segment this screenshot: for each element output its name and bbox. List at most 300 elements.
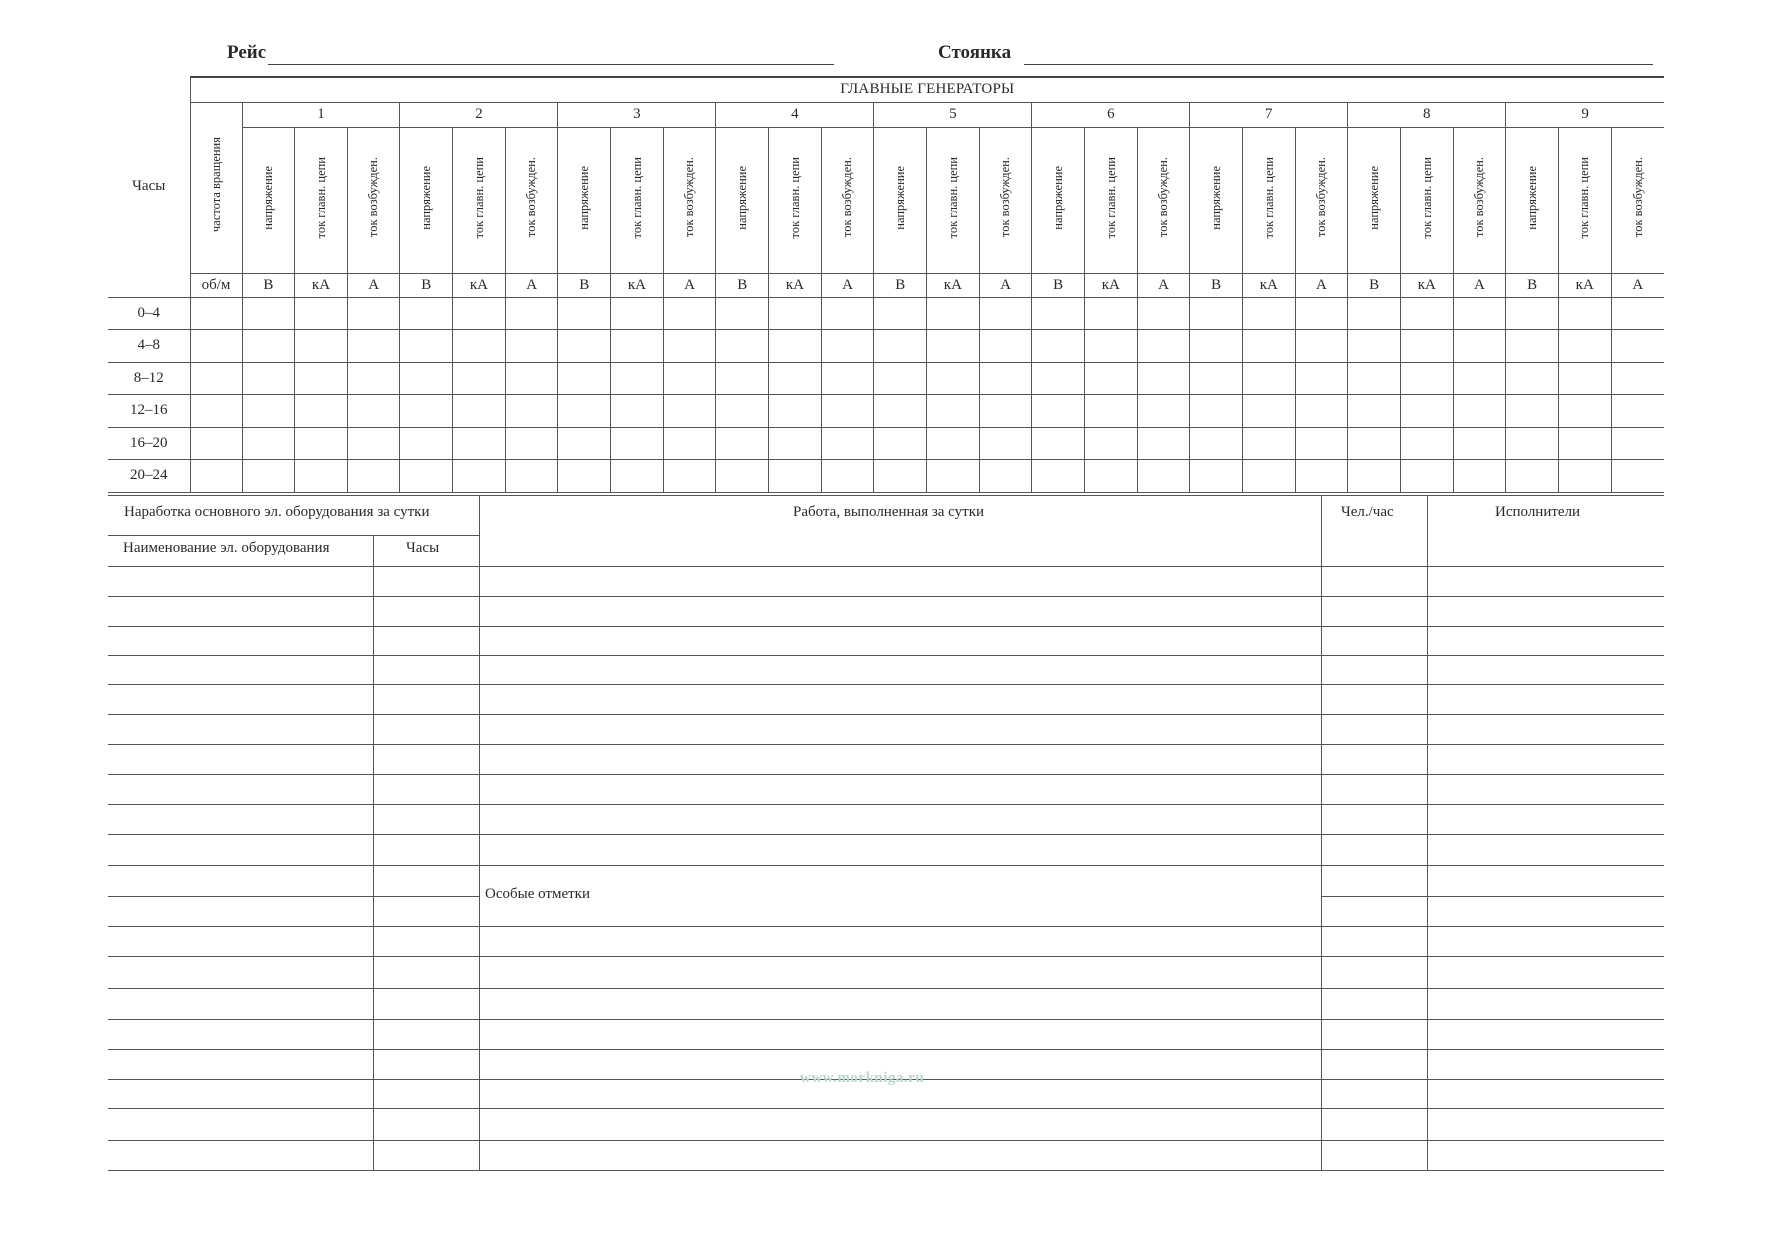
- manhours-performers-divider: [1427, 495, 1428, 1170]
- reading-cell[interactable]: [716, 427, 769, 460]
- reading-cell[interactable]: [558, 362, 611, 395]
- equipment-name-header: Наименование эл. оборудования: [123, 540, 330, 556]
- reading-cell[interactable]: [190, 427, 242, 460]
- reading-cell[interactable]: [558, 297, 611, 330]
- subheader-label: ток возбужден.: [1156, 157, 1171, 238]
- reading-cell[interactable]: [505, 427, 558, 460]
- work-done-header: Работа, выполненная за сутки: [793, 504, 985, 520]
- generator-7-subheader: [1242, 127, 1295, 273]
- generator-number-3: 3: [558, 102, 716, 127]
- reading-cell[interactable]: [979, 330, 1032, 363]
- reading-cell[interactable]: [927, 330, 980, 363]
- reading-cell[interactable]: [242, 395, 295, 428]
- subheader-label: напряжение: [892, 165, 907, 230]
- row-line[interactable]: [108, 1049, 1664, 1050]
- reading-cell[interactable]: [295, 427, 348, 460]
- subheader-label: напряжение: [1366, 165, 1381, 230]
- reading-cell[interactable]: [1190, 330, 1243, 363]
- reading-cell[interactable]: [1506, 460, 1559, 493]
- unit-label: кА: [1242, 273, 1295, 297]
- subheader-label: ток главн. цепи: [1419, 156, 1434, 239]
- reading-cell[interactable]: [1611, 330, 1664, 363]
- reading-cell[interactable]: [716, 395, 769, 428]
- reading-cell[interactable]: [979, 427, 1032, 460]
- reading-cell[interactable]: [400, 427, 453, 460]
- reading-cell[interactable]: [1032, 395, 1085, 428]
- table-row: [108, 330, 1664, 363]
- watermark: www.morkniga.ru: [800, 1070, 925, 1086]
- reading-cell[interactable]: [979, 460, 1032, 493]
- reading-cell[interactable]: [453, 297, 506, 330]
- subheader-label: ток главн. цепи: [787, 156, 802, 239]
- reading-cell[interactable]: [1558, 427, 1611, 460]
- unit-label: кА: [769, 273, 822, 297]
- row-line[interactable]: [108, 804, 1664, 805]
- reading-cell[interactable]: [1085, 362, 1138, 395]
- generator-7-subheader: [1190, 127, 1243, 273]
- reading-cell[interactable]: [1611, 297, 1664, 330]
- reading-cell[interactable]: [1085, 427, 1138, 460]
- reading-cell[interactable]: [927, 395, 980, 428]
- row-line[interactable]: [108, 744, 1664, 745]
- reading-cell[interactable]: [1558, 330, 1611, 363]
- generator-5-subheader: [927, 127, 980, 273]
- reading-cell[interactable]: [1137, 395, 1190, 428]
- unit-label: А: [1137, 273, 1190, 297]
- reading-cell[interactable]: [821, 330, 874, 363]
- reading-cell[interactable]: [769, 427, 822, 460]
- generator-number-7: 7: [1190, 102, 1348, 127]
- row-line[interactable]: [108, 834, 1664, 835]
- reading-cell[interactable]: [716, 460, 769, 493]
- reading-cell[interactable]: [1400, 427, 1453, 460]
- reading-cell[interactable]: [190, 362, 242, 395]
- reading-cell[interactable]: [1400, 362, 1453, 395]
- reading-cell[interactable]: [1400, 330, 1453, 363]
- reading-cell[interactable]: [1558, 362, 1611, 395]
- hour-range-label: 16–20: [108, 427, 190, 460]
- work-manhours-divider: [1321, 495, 1322, 1170]
- reading-cell[interactable]: [242, 460, 295, 493]
- unit-label: кА: [295, 273, 348, 297]
- unit-label: А: [663, 273, 716, 297]
- reading-cell[interactable]: [769, 330, 822, 363]
- generator-number-2: 2: [400, 102, 558, 127]
- rotation-unit: об/м: [190, 273, 242, 297]
- reading-cell[interactable]: [663, 297, 716, 330]
- reading-cell[interactable]: [242, 297, 295, 330]
- reading-cell[interactable]: [1242, 362, 1295, 395]
- reading-cell[interactable]: [1453, 395, 1506, 428]
- generator-1-subheader: [242, 127, 295, 273]
- reading-cell[interactable]: [769, 460, 822, 493]
- reading-cell[interactable]: [1137, 460, 1190, 493]
- table-row: [108, 427, 1664, 460]
- reading-cell[interactable]: [821, 427, 874, 460]
- reading-cell[interactable]: [242, 330, 295, 363]
- reading-cell[interactable]: [347, 427, 400, 460]
- generator-number-4: 4: [716, 102, 874, 127]
- reading-cell[interactable]: [979, 395, 1032, 428]
- unit-label: В: [242, 273, 295, 297]
- reading-cell[interactable]: [558, 427, 611, 460]
- generator-1-subheader: [347, 127, 400, 273]
- daily-work-section: [108, 495, 1664, 1170]
- reading-cell[interactable]: [295, 330, 348, 363]
- unit-label: А: [1295, 273, 1348, 297]
- reading-cell[interactable]: [453, 362, 506, 395]
- reading-cell[interactable]: [1348, 297, 1401, 330]
- row-line: [108, 896, 479, 897]
- reading-cell[interactable]: [611, 395, 664, 428]
- reading-cell[interactable]: [1400, 460, 1453, 493]
- row-line[interactable]: [108, 926, 1664, 927]
- reading-cell[interactable]: [1085, 460, 1138, 493]
- unit-label: А: [505, 273, 558, 297]
- reading-cell[interactable]: [1242, 297, 1295, 330]
- reading-cell[interactable]: [1400, 395, 1453, 428]
- reading-cell[interactable]: [1453, 362, 1506, 395]
- reading-cell[interactable]: [505, 395, 558, 428]
- subheader-label: ток главн. цепи: [945, 156, 960, 239]
- generator-6-subheader: [1085, 127, 1138, 273]
- reading-cell[interactable]: [1348, 395, 1401, 428]
- reading-cell[interactable]: [769, 362, 822, 395]
- row-line: [1321, 896, 1664, 897]
- reading-cell[interactable]: [874, 330, 927, 363]
- generator-2-subheader: [453, 127, 506, 273]
- reading-cell[interactable]: [505, 330, 558, 363]
- equipment-hours-header: Часы: [406, 540, 440, 556]
- reading-cell[interactable]: [821, 395, 874, 428]
- reading-cell[interactable]: [400, 395, 453, 428]
- generator-2-subheader: [505, 127, 558, 273]
- reading-cell[interactable]: [505, 297, 558, 330]
- reading-cell[interactable]: [1190, 460, 1243, 493]
- reading-cell[interactable]: [874, 460, 927, 493]
- reading-cell[interactable]: [505, 362, 558, 395]
- reading-cell[interactable]: [874, 427, 927, 460]
- reading-cell[interactable]: [295, 297, 348, 330]
- generator-8-subheader: [1400, 127, 1453, 273]
- subheader-label: ток главн. цепи: [1577, 156, 1592, 239]
- subheader-label: напряжение: [1208, 165, 1223, 230]
- reading-cell[interactable]: [1137, 330, 1190, 363]
- row-line[interactable]: [108, 714, 1664, 715]
- unit-label: В: [716, 273, 769, 297]
- reading-cell[interactable]: [1032, 460, 1085, 493]
- unit-label: В: [1348, 273, 1401, 297]
- reading-cell[interactable]: [1137, 297, 1190, 330]
- reading-cell[interactable]: [927, 427, 980, 460]
- reading-cell[interactable]: [1506, 330, 1559, 363]
- generator-6-subheader: [1032, 127, 1085, 273]
- generator-4-subheader: [716, 127, 769, 273]
- reading-cell[interactable]: [611, 427, 664, 460]
- unit-label: кА: [1558, 273, 1611, 297]
- voyage-field-line[interactable]: [268, 64, 834, 65]
- reading-cell[interactable]: [190, 297, 242, 330]
- reading-cell[interactable]: [1032, 362, 1085, 395]
- unit-label: А: [821, 273, 874, 297]
- equipment-hours-divider: [373, 535, 374, 1170]
- row-line[interactable]: [108, 774, 1664, 775]
- generator-7-subheader: [1295, 127, 1348, 273]
- reading-cell[interactable]: [663, 427, 716, 460]
- unit-label: А: [347, 273, 400, 297]
- man-hours-header: Чел./час: [1341, 504, 1394, 520]
- reading-cell[interactable]: [1190, 362, 1243, 395]
- subheader-label: ток возбужден.: [366, 157, 381, 238]
- reading-cell[interactable]: [1295, 460, 1348, 493]
- unit-label: кА: [1085, 273, 1138, 297]
- hour-range-label: 12–16: [108, 395, 190, 428]
- generator-number-9: 9: [1506, 102, 1664, 127]
- reading-cell[interactable]: [400, 460, 453, 493]
- reading-cell[interactable]: [242, 362, 295, 395]
- reading-cell[interactable]: [347, 330, 400, 363]
- reading-cell[interactable]: [769, 297, 822, 330]
- reading-cell[interactable]: [1348, 362, 1401, 395]
- reading-cell[interactable]: [1611, 362, 1664, 395]
- reading-cell[interactable]: [400, 330, 453, 363]
- main-generators-table: [108, 76, 1664, 493]
- generator-5-subheader: [874, 127, 927, 273]
- reading-cell[interactable]: [1611, 427, 1664, 460]
- subheader-label: напряжение: [261, 165, 276, 230]
- runtime-work-divider: [479, 495, 480, 1170]
- special-notes-label: Особые отметки: [485, 886, 590, 902]
- row-line[interactable]: [108, 596, 1664, 597]
- reading-cell[interactable]: [611, 460, 664, 493]
- row-line[interactable]: [108, 655, 1664, 656]
- rotation-speed-header: [190, 102, 242, 273]
- reading-cell[interactable]: [453, 395, 506, 428]
- reading-cell[interactable]: [347, 362, 400, 395]
- reading-cell[interactable]: [1400, 297, 1453, 330]
- unit-label: А: [1453, 273, 1506, 297]
- reading-cell[interactable]: [611, 330, 664, 363]
- reading-cell[interactable]: [1558, 395, 1611, 428]
- generator-number-8: 8: [1348, 102, 1506, 127]
- table-row: [108, 362, 1664, 395]
- reading-cell[interactable]: [1611, 395, 1664, 428]
- reading-cell[interactable]: [1085, 330, 1138, 363]
- subheader-label: ток главн. цепи: [629, 156, 644, 239]
- reading-cell[interactable]: [558, 395, 611, 428]
- reading-cell[interactable]: [505, 460, 558, 493]
- parking-label: Стоянка: [938, 42, 1012, 63]
- reading-cell[interactable]: [1506, 297, 1559, 330]
- reading-cell[interactable]: [1190, 395, 1243, 428]
- reading-cell[interactable]: [874, 362, 927, 395]
- row-line[interactable]: [108, 566, 1664, 567]
- voyage-label: Рейс: [227, 42, 267, 63]
- row-line[interactable]: [108, 988, 1664, 989]
- unit-label: кА: [611, 273, 664, 297]
- reading-cell[interactable]: [295, 395, 348, 428]
- table-row: [108, 395, 1664, 428]
- reading-cell[interactable]: [347, 460, 400, 493]
- reading-cell[interactable]: [1558, 460, 1611, 493]
- reading-cell[interactable]: [979, 297, 1032, 330]
- reading-cell[interactable]: [979, 362, 1032, 395]
- reading-cell[interactable]: [611, 297, 664, 330]
- reading-cell[interactable]: [347, 297, 400, 330]
- reading-cell[interactable]: [1242, 395, 1295, 428]
- hour-range-label: 0–4: [108, 297, 190, 330]
- reading-cell[interactable]: [1348, 427, 1401, 460]
- subheader-label: ток возбужден.: [682, 157, 697, 238]
- unit-label: В: [400, 273, 453, 297]
- reading-cell[interactable]: [453, 427, 506, 460]
- reading-cell[interactable]: [1032, 297, 1085, 330]
- generator-9-subheader: [1611, 127, 1664, 273]
- unit-label: В: [1190, 273, 1243, 297]
- reading-cell[interactable]: [821, 297, 874, 330]
- reading-cell[interactable]: [1558, 297, 1611, 330]
- reading-cell[interactable]: [453, 460, 506, 493]
- reading-cell[interactable]: [821, 362, 874, 395]
- generator-number-1: 1: [242, 102, 400, 127]
- subheader-label: ток главн. цепи: [1261, 156, 1276, 239]
- reading-cell[interactable]: [1242, 460, 1295, 493]
- reading-cell[interactable]: [1295, 395, 1348, 428]
- reading-cell[interactable]: [1348, 330, 1401, 363]
- reading-cell[interactable]: [558, 330, 611, 363]
- unit-label: А: [979, 273, 1032, 297]
- reading-cell[interactable]: [295, 460, 348, 493]
- reading-cell[interactable]: [1085, 297, 1138, 330]
- row-line[interactable]: [108, 684, 1664, 685]
- hour-range-label: 8–12: [108, 362, 190, 395]
- generator-6-subheader: [1137, 127, 1190, 273]
- reading-cell[interactable]: [927, 460, 980, 493]
- generator-1-subheader: [295, 127, 348, 273]
- reading-cell[interactable]: [1242, 330, 1295, 363]
- performers-header: Исполнители: [1495, 504, 1581, 520]
- reading-cell[interactable]: [663, 330, 716, 363]
- reading-cell[interactable]: [400, 362, 453, 395]
- reading-cell[interactable]: [190, 395, 242, 428]
- main-generators-title: ГЛАВНЫЕ ГЕНЕРАТОРЫ: [190, 77, 1664, 102]
- reading-cell[interactable]: [295, 362, 348, 395]
- row-line[interactable]: [108, 865, 1664, 866]
- reading-cell[interactable]: [1032, 427, 1085, 460]
- generator-4-subheader: [769, 127, 822, 273]
- reading-cell[interactable]: [663, 362, 716, 395]
- reading-cell[interactable]: [1190, 427, 1243, 460]
- reading-cell[interactable]: [716, 297, 769, 330]
- reading-cell[interactable]: [1611, 460, 1664, 493]
- generator-9-subheader: [1506, 127, 1559, 273]
- reading-cell[interactable]: [1453, 460, 1506, 493]
- rotation-speed-label: частота вращения: [208, 137, 223, 233]
- parking-field-line[interactable]: [1024, 64, 1653, 65]
- generator-8-subheader: [1453, 127, 1506, 273]
- reading-cell[interactable]: [1032, 330, 1085, 363]
- subheader-label: ток возбужден.: [998, 157, 1013, 238]
- section-bottom-line[interactable]: [108, 1170, 1664, 1171]
- reading-cell[interactable]: [1137, 362, 1190, 395]
- reading-cell[interactable]: [347, 395, 400, 428]
- unit-label: В: [558, 273, 611, 297]
- row-line[interactable]: [108, 1019, 1664, 1020]
- reading-cell[interactable]: [874, 395, 927, 428]
- subheader-label: напряжение: [1050, 165, 1065, 230]
- reading-cell[interactable]: [716, 362, 769, 395]
- reading-cell[interactable]: [1137, 427, 1190, 460]
- reading-cell[interactable]: [663, 460, 716, 493]
- hours-header: Часы: [108, 77, 190, 297]
- subheader-label: ток возбужден.: [840, 157, 855, 238]
- generator-number-6: 6: [1032, 102, 1190, 127]
- row-line[interactable]: [108, 1108, 1664, 1109]
- reading-cell[interactable]: [1085, 395, 1138, 428]
- reading-cell[interactable]: [453, 330, 506, 363]
- reading-cell[interactable]: [1295, 297, 1348, 330]
- reading-cell[interactable]: [1453, 330, 1506, 363]
- reading-cell[interactable]: [558, 460, 611, 493]
- generator-2-subheader: [400, 127, 453, 273]
- section-top-line: [108, 495, 1664, 496]
- reading-cell[interactable]: [716, 330, 769, 363]
- subheader-label: ток главн. цепи: [313, 156, 328, 239]
- row-line[interactable]: [108, 1140, 1664, 1141]
- subheader-label: ток главн. цепи: [1103, 156, 1118, 239]
- generator-number-5: 5: [874, 102, 1032, 127]
- generator-5-subheader: [979, 127, 1032, 273]
- reading-cell[interactable]: [663, 395, 716, 428]
- hour-range-label: 20–24: [108, 460, 190, 493]
- reading-cell[interactable]: [1506, 395, 1559, 428]
- reading-cell[interactable]: [1242, 427, 1295, 460]
- reading-cell[interactable]: [190, 460, 242, 493]
- header-divider: [108, 535, 479, 536]
- row-line[interactable]: [108, 626, 1664, 627]
- reading-cell[interactable]: [874, 297, 927, 330]
- reading-cell[interactable]: [927, 297, 980, 330]
- reading-cell[interactable]: [1506, 362, 1559, 395]
- generator-3-subheader: [611, 127, 664, 273]
- row-line[interactable]: [108, 956, 1664, 957]
- reading-cell[interactable]: [400, 297, 453, 330]
- reading-cell[interactable]: [1295, 362, 1348, 395]
- subheader-label: напряжение: [419, 165, 434, 230]
- unit-label: кА: [453, 273, 506, 297]
- subheader-label: ток возбужден.: [1630, 157, 1645, 238]
- reading-cell[interactable]: [1295, 330, 1348, 363]
- unit-label: кА: [927, 273, 980, 297]
- reading-cell[interactable]: [1453, 297, 1506, 330]
- subheader-label: напряжение: [1524, 165, 1539, 230]
- reading-cell[interactable]: [1295, 427, 1348, 460]
- reading-cell[interactable]: [611, 362, 664, 395]
- generator-3-subheader: [558, 127, 611, 273]
- reading-cell[interactable]: [1348, 460, 1401, 493]
- reading-cell[interactable]: [821, 460, 874, 493]
- reading-cell[interactable]: [1453, 427, 1506, 460]
- reading-cell[interactable]: [1190, 297, 1243, 330]
- reading-cell[interactable]: [190, 330, 242, 363]
- reading-cell[interactable]: [1506, 427, 1559, 460]
- reading-cell[interactable]: [927, 362, 980, 395]
- generator-8-subheader: [1348, 127, 1401, 273]
- reading-cell[interactable]: [242, 427, 295, 460]
- unit-label: В: [874, 273, 927, 297]
- reading-cell[interactable]: [769, 395, 822, 428]
- subheader-label: ток возбужден.: [524, 157, 539, 238]
